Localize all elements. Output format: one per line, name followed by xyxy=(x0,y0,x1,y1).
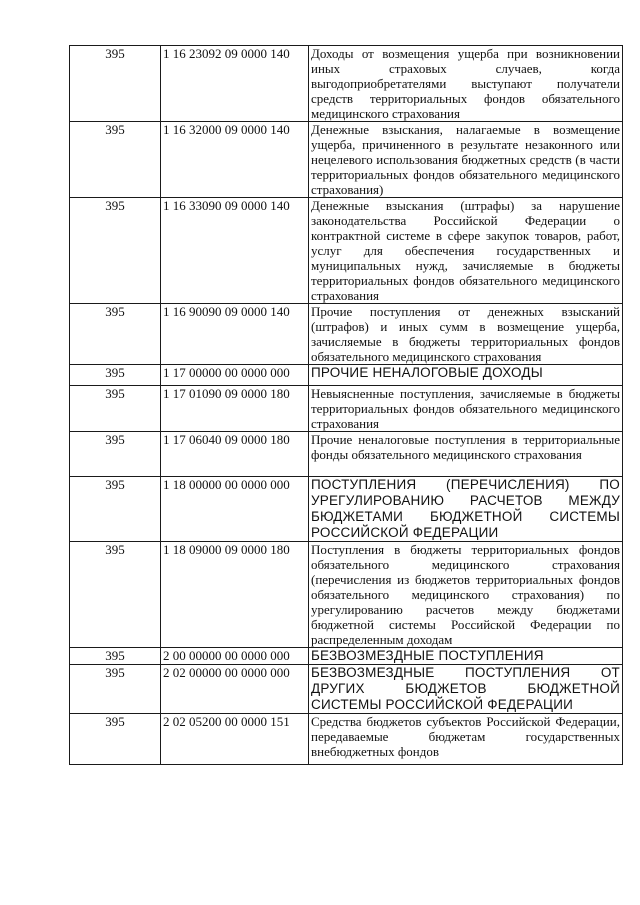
income-name-cell: Прочие неналоговые поступления в территориальные фонды обязательного медицинского страхования xyxy=(309,432,623,477)
table-row xyxy=(70,46,623,122)
section-heading-cell: БЕЗВОЗМЕЗДНЫЕ ПОСТУПЛЕНИЯ ОТ ДРУГИХ БЮДЖЕТОВ БЮДЖЕТНОЙ СИСТЕМЫ РОССИЙСКОЙ ФЕДЕРАЦИИ xyxy=(309,665,623,714)
section-heading-cell: БЕЗВОЗМЕЗДНЫЕ ПОСТУПЛЕНИЯ xyxy=(309,648,623,665)
table-row xyxy=(70,542,623,648)
income-name-cell: Средства бюджетов субъектов Российской Федерации, передаваемые бюджетам государственных внебюджетных фондов xyxy=(309,714,623,765)
budget-code-cell: 1 16 23092 09 0000 140 xyxy=(161,46,309,122)
income-name-cell: Поступления в бюджеты территориальных фондов обязательного медицинского страхования (перечисления из бюджетов территориальных фондов обязательного медицинского страхования) по урегулированию расчетов между бюджетами бюджетной системы Российской Федерации по распределенным доходам xyxy=(309,542,623,648)
admin-code-cell: 395 xyxy=(70,714,161,765)
section-heading-cell: ПОСТУПЛЕНИЯ (ПЕРЕЧИСЛЕНИЯ) ПО УРЕГУЛИРОВАНИЮ РАСЧЕТОВ МЕЖДУ БЮДЖЕТАМИ БЮДЖЕТНОЙ СИСТЕМЫ РОССИЙСКОЙ ФЕДЕРАЦИИ xyxy=(309,477,623,542)
table-row xyxy=(70,477,623,542)
table-row xyxy=(70,386,623,432)
budget-code-cell: 1 18 00000 00 0000 000 xyxy=(161,477,309,542)
admin-code-cell: 395 xyxy=(70,365,161,386)
table-row xyxy=(70,665,623,714)
section-heading-cell: ПРОЧИЕ НЕНАЛОГОВЫЕ ДОХОДЫ xyxy=(309,365,623,386)
admin-code-cell: 395 xyxy=(70,542,161,648)
budget-code-cell: 1 17 06040 09 0000 180 xyxy=(161,432,309,477)
budget-code-cell: 1 18 09000 09 0000 180 xyxy=(161,542,309,648)
admin-code-cell: 395 xyxy=(70,198,161,304)
admin-code-cell: 395 xyxy=(70,432,161,477)
admin-code-cell: 395 xyxy=(70,304,161,365)
budget-classification-table xyxy=(69,45,623,765)
table-row xyxy=(70,198,623,304)
table-row xyxy=(70,365,623,386)
income-name-cell: Доходы от возмещения ущерба при возникновении иных страховых случаев, когда выгодоприобретателями выступают получатели средств территориальных фондов обязательного медицинского страхования xyxy=(309,46,623,122)
budget-code-cell: 1 16 32000 09 0000 140 xyxy=(161,122,309,198)
income-name-cell: Прочие поступления от денежных взысканий (штрафов) и иных сумм в возмещение ущерба, зачисляемые в бюджеты территориальных фондов обязательного медицинского страхования xyxy=(309,304,623,365)
table-row xyxy=(70,122,623,198)
table-row xyxy=(70,304,623,365)
admin-code-cell: 395 xyxy=(70,386,161,432)
budget-code-cell: 2 00 00000 00 0000 000 xyxy=(161,648,309,665)
table-row xyxy=(70,714,623,765)
budget-code-cell: 1 17 00000 00 0000 000 xyxy=(161,365,309,386)
budget-code-cell: 2 02 00000 00 0000 000 xyxy=(161,665,309,714)
income-name-cell: Денежные взыскания, налагаемые в возмещение ущерба, причиненного в результате незаконного или нецелевого использования бюджетных средств (в части территориальных фондов обязательного медицинского страхования) xyxy=(309,122,623,198)
budget-code-cell: 1 16 90090 09 0000 140 xyxy=(161,304,309,365)
admin-code-cell: 395 xyxy=(70,648,161,665)
admin-code-cell: 395 xyxy=(70,46,161,122)
income-name-cell: Невыясненные поступления, зачисляемые в бюджеты территориальных фондов обязательного медицинского страхования xyxy=(309,386,623,432)
table-row xyxy=(70,432,623,477)
budget-code-cell: 1 16 33090 09 0000 140 xyxy=(161,198,309,304)
budget-code-cell: 2 02 05200 00 0000 151 xyxy=(161,714,309,765)
budget-code-cell: 1 17 01090 09 0000 180 xyxy=(161,386,309,432)
admin-code-cell: 395 xyxy=(70,665,161,714)
income-name-cell: Денежные взыскания (штрафы) за нарушение законодательства Российской Федерации о контрактной системе в сфере закупок товаров, работ, услуг для обеспечения государственных и муниципальных нужд, зачисляемые в бюджеты территориальных фондов обязательного медицинского страхования xyxy=(309,198,623,304)
table-row xyxy=(70,648,623,665)
admin-code-cell: 395 xyxy=(70,122,161,198)
admin-code-cell: 395 xyxy=(70,477,161,542)
